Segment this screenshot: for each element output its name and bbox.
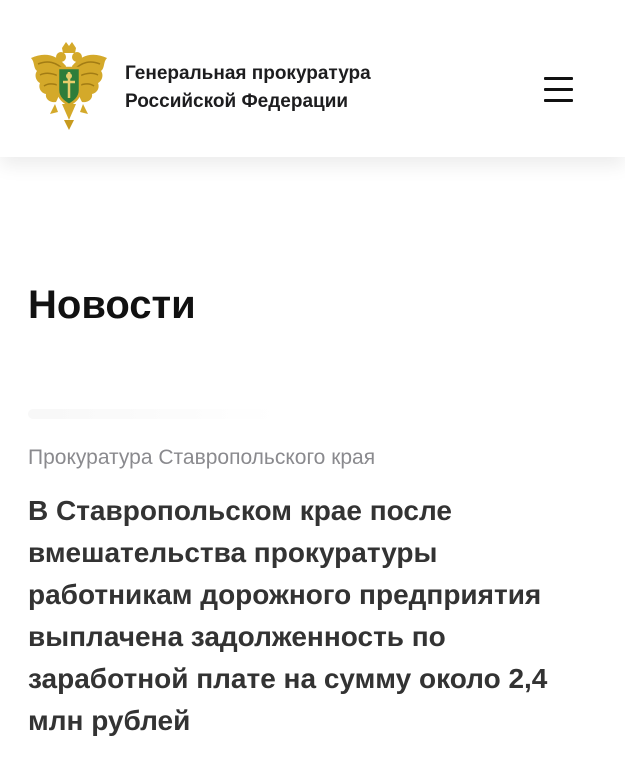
- site-header: [0, 0, 625, 157]
- news-title-line: млн рублей: [28, 705, 191, 736]
- main-content: [0, 157, 625, 768]
- news-divider: [28, 409, 278, 419]
- menu-bar-middle: [544, 88, 573, 91]
- news-title-line: В Ставропольском крае после: [28, 495, 452, 526]
- news-title-line: заработной плате на сумму около 2,4: [28, 663, 548, 694]
- news-title-line: вмешательства прокуратуры: [28, 537, 438, 568]
- hamburger-menu-icon[interactable]: [538, 70, 580, 110]
- news-source[interactable]: Прокуратура Ставропольского края: [28, 446, 376, 469]
- prosecutor-emblem-icon[interactable]: [28, 42, 110, 132]
- news-title-line: выплачена задолженность по: [28, 621, 446, 652]
- organization-name-line1: Генеральная прокуратура: [125, 63, 371, 84]
- menu-bar-bottom: [544, 99, 573, 102]
- page-title: Новости: [28, 283, 196, 327]
- organization-name[interactable]: [125, 60, 425, 116]
- news-title-link[interactable]: [28, 490, 598, 742]
- organization-name-line2: Российской Федерации: [125, 91, 349, 112]
- news-title-line: работникам дорожного предприятия: [28, 579, 542, 610]
- menu-bar-top: [544, 77, 573, 80]
